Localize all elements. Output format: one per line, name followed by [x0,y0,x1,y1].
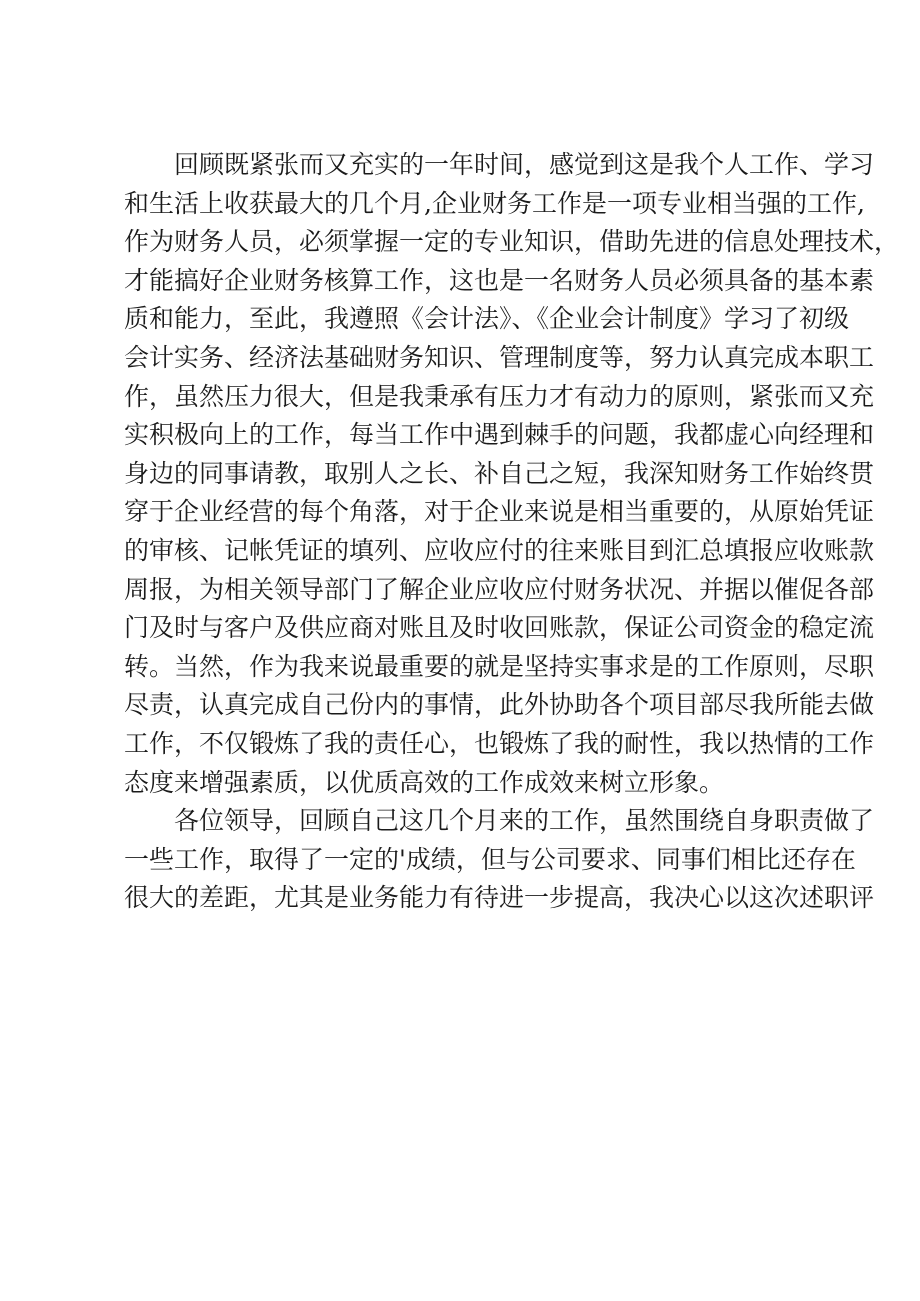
paragraph-line: 门及时与客户及供应商对账且及时收回账款，保证公司资金的稳定流 [124,613,875,643]
paragraph-line: 工作，不仅锻炼了我的责任心，也锻炼了我的耐性，我以热情的工作 [124,728,875,758]
paragraph-line: 转。当然，作为我来说最重要的就是坚持实事求是的工作原则，尽职 [124,651,875,681]
paragraph-line: 一些工作，取得了一定的'成绩，但与公司要求、同事们相比还存在 [124,844,856,874]
paragraph-line: 很大的差距，尤其是业务能力有待进一步提高，我决心以这次述职评 [124,883,875,913]
paragraph-line: 实积极向上的工作，每当工作中遇到棘手的问题，我都虚心向经理和 [124,420,875,450]
paragraph-2 [124,802,875,918]
paragraph-line: 穿于企业经营的每个角落，对于企业来说是相当重要的，从原始凭证 [124,497,875,527]
paragraph-line: 质和能力，至此，我遵照《会计法》、《企业会计制度》学习了初级 [124,304,850,334]
paragraph-line: 周报，为相关领导部门了解企业应收应付财务状况、并据以催促各部 [124,574,875,604]
paragraph-line: 和生活上收获最大的几个月,企业财务工作是一项专业相当强的工作, [124,188,865,218]
paragraph-line: 身边的同事请教，取别人之长、补自己之短，我深知财务工作始终贯 [124,458,875,488]
paragraph-line: 会计实务、经济法基础财务知识、管理制度等，努力认真完成本职工 [124,342,875,372]
paragraph-line: 作为财务人员，必须掌握一定的专业知识，借助先进的信息处理技术， [124,227,900,257]
paragraph-line: 的审核、记帐凭证的填列、应收应付的往来账目到汇总填报应收账款 [124,535,875,565]
paragraph-1 [124,146,900,802]
paragraph-line: 才能搞好企业财务核算工作，这也是一名财务人员必须具备的基本素 [124,265,875,295]
paragraph-line: 各位领导，回顾自己这几个月来的工作，虽然围绕自身职责做了 [174,806,875,836]
paragraph-line: 作，虽然压力很大，但是我秉承有压力才有动力的原则，紧张而又充 [124,381,875,411]
paragraph-line: 态度来增强素质，以优质高效的工作成效来树立形象。 [124,767,725,797]
paragraph-line: 尽责，认真完成自己份内的事情，此外协助各个项目部尽我所能去做 [124,690,875,720]
document-body [124,146,900,918]
paragraph-line: 回顾既紧张而又充实的一年时间，感觉到这是我个人工作、学习 [174,150,875,179]
